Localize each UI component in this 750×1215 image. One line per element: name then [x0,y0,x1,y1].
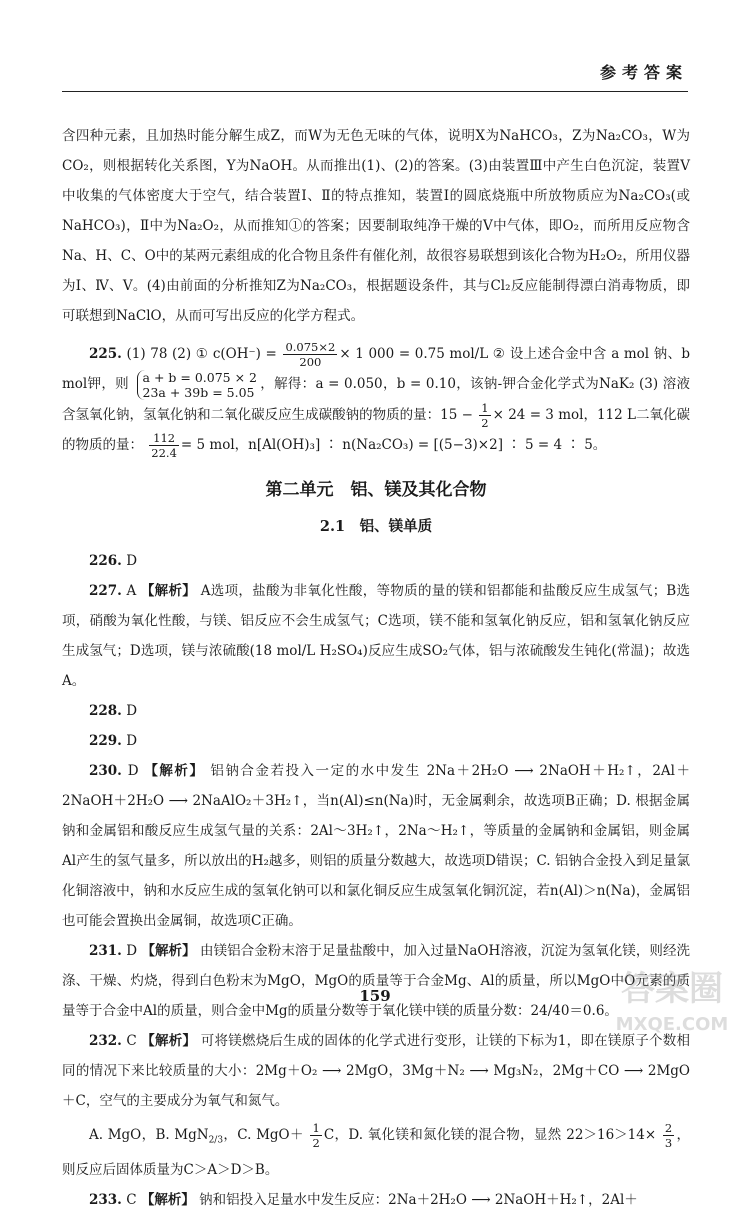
q227-paragraph [62,576,690,696]
q231-number: 231. [89,942,122,959]
q232-number: 232. [89,1032,122,1049]
q225-number: 225. [89,346,122,362]
q232-subscript-fraction: 2/3 [208,1135,224,1146]
watermark-logo [602,958,742,1038]
unit-title: 第二单元 铝、镁及其化合物 [265,479,487,500]
equation-line: 23a + 39b = 5.05 [142,384,255,400]
q225-text-2: × 1 000 = 0.75 mol/L ② 设上述合金中含 a mol 钠、b mol钾，则 [62,346,691,392]
q229-answer: D [126,732,138,749]
q232-option-a-b: A. MgO，B. MgN [89,1126,209,1143]
analysis-tag: 【解析】 [141,1032,197,1049]
intro-paragraph: 含四种元素，且加热时能分解生成Z，而W为无色无味的气体，说明X为NaHCO₃，Z为Na₂CO₃，W为CO₂，则根据转化关系图，Y为NaOH。从而推出(1)、(2)的答案。(3)由装置Ⅲ中产生白色沉淀，装置Ⅴ中收集的气体密度大于空气，结合装置Ⅰ、Ⅱ的特点推知，装置Ⅰ的圆底烧瓶中所放物质应为Na₂CO₃(或NaHCO₃)，Ⅱ中为Na₂O₂，从而推知①的答案；因要制取纯净干燥的Ⅴ中气体，即O₂，而所用反应物含Na、H、C、O中的某两元素组成的化合物且条件有催化剂，故很容易联想到该化合物为H₂O₂，所用仪器为Ⅰ、Ⅳ、Ⅴ。(4)由前面的分析推知Z为Na₂CO₃，根据题设条件，其与Cl₂反应能制得漂白消毒物质，即可联想到NaClO，从而可写出反应的化学方程式。 [62,128,690,324]
q231-paragraph [62,936,690,1026]
q225-text-4: × 24 = 3 mol，112 L二氧化碳的物质的量： [62,406,691,453]
analysis-tag: 【解析】 [144,762,205,779]
frac-denominator: 22.4 [151,445,177,460]
frac-numerator: 0.075×2 [285,340,336,354]
q227-text: A选项，盐酸为非氧化性酸，等物质的量的镁和铝都能和盐酸反应生成氢气；B选项，硝酸为氧化性酸，与镁、铝反应不会生成氢气；C选项，镁不能和氢氧化钠反应，铝和氢氧化钠反应生成氢气；D选项，镁与浓硫酸(18 mol/L H₂SO₄)反应生成SO₂气体，铝与浓硫酸发生钝化(常温)；故选A。 [62,582,690,689]
q233-answer: C [126,1192,137,1209]
q232-options-line [62,1120,690,1186]
q229-line [62,726,690,756]
analysis-tag: 【解析】 [141,942,196,959]
page-number: 159 [359,987,391,1005]
q232-answer: C [126,1032,137,1049]
q226-number: 226. [89,552,122,569]
q225-fraction-2 [479,401,490,430]
watermark-text-main: 答案圈 [621,969,723,1009]
q225-equation-system [137,370,257,400]
running-header: 参考答案 [599,63,688,82]
frac-numerator: 1 [312,1120,320,1135]
q225-fraction-3 [149,431,179,460]
analysis-tag: 【解析】 [140,582,197,599]
q232-paragraph [62,1026,690,1116]
q228-answer: D [126,702,138,719]
frac-numerator: 1 [481,400,489,415]
frac-denominator: 2 [481,415,489,430]
q227-answer: A [126,582,137,599]
frac-denominator: 200 [299,355,322,369]
q233-number: 233. [89,1192,122,1209]
q230-answer: D [127,762,139,779]
q232-option-d: C，D. 氧化镁和氮化镁的混合物，显然 22＞16＞14× [323,1126,657,1143]
q225-paragraph [62,339,690,460]
q232-fraction-two-thirds [663,1121,674,1150]
q233-text: 钠和铝投入足量水中发生反应：2Na＋2H₂O ⟶ 2NaOH＋H₂↑，2Al＋ [199,1192,638,1209]
section-title: 2.1 铝、镁单质 [319,517,433,535]
q231-answer: D [126,942,138,959]
q233-paragraph [62,1185,690,1215]
equation-line: a + b = 0.075 × 2 [142,369,257,385]
q228-line [62,696,690,726]
q230-paragraph [62,756,690,936]
q231-text: 由镁铝合金粉末溶于足量盐酸中，加入过量NaOH溶液，沉淀为氢氧化镁，则经洗涤、干燥、灼烧，得到白色粉末为MgO，MgO的质量等于合金Mg、Al的质量，所以MgO中O元素的质量等于合金中Al的质量，则合金中Mg的质量分数等于氧化镁中镁的质量分数：24/40＝0.6。 [62,942,691,1019]
q225-fraction-1 [283,340,337,369]
frac-denominator: 3 [664,1135,673,1150]
q230-number: 230. [89,762,122,779]
q227-number: 227. [89,582,122,599]
analysis-tag: 【解析】 [140,1192,195,1209]
q230-text: 铝钠合金若投入一定的水中发生 2Na＋2H₂O ⟶ 2NaOH＋H₂↑，2Al＋2NaOH＋2H₂O ⟶ 2NaAlO₂＋3H₂↑，当n(Al)≤n(Na)时，无金属剩余，故选项B正确；D. 根据金属钠和金属铝和酸反应生成氢气量的关系：2Al～3H₂↑，2Na～H₂↑，等质量的金属钠和金属铝，则金属Al产生的氢气量多，所以放出的H₂越多，则铝的质量分数越大，故选项D错误；C. 铝钠合金投入到足量氯化铜溶液中，钠和水反应生成的氢氧化钠可以和氯化铜反应生成氢氧化铜沉淀，若n(Al)＞n(Na)，金属铝也可能会置换出金属铜，故选项C正确。 [62,762,691,929]
frac-numerator: 2 [664,1120,673,1135]
q232-conclusion: ，则反应后固体质量为C＞A＞D＞B。 [62,1126,690,1179]
answer-body [62,121,690,1215]
q225-text-3: ，解得：a = 0.050，b = 0.10，该钠-钾合金化学式为NaK₂ (3) 溶液含氢氧化钠，氢氧化钠和二氧化碳反应生成碳酸钠的物质的量：15 − [62,376,690,423]
q232-fraction-half [310,1121,321,1150]
q225-text-5: = 5 mol，n[Al(OH)₃] ∶ n(Na₂CO₃) = [(5−3)×2] ∶ 5 = 4 ∶ 5。 [180,436,607,453]
frac-numerator: 112 [149,431,179,446]
q228-number: 228. [89,702,122,719]
q232-option-c: ，C. MgO＋ [223,1126,304,1143]
header-rule [62,91,688,92]
q226-line [62,546,690,576]
watermark-text-url: MXQE.COM [615,1014,729,1035]
q226-answer: D [126,552,138,569]
q232-text: 可将镁燃烧后生成的固体的化学式进行变形，让镁的下标为1，即在镁原子个数相同的情况下来比较质量的大小：2Mg＋O₂ ⟶ 2MgO，3Mg＋N₂ ⟶ Mg₃N₂，2Mg＋CO ⟶ 2MgO＋C，空气的主要成分为氧气和氮气。 [62,1032,691,1109]
q225-text-1: (1) 78 (2) ① c(OH⁻) = [126,346,277,362]
q229-number: 229. [89,732,122,749]
frac-denominator: 2 [312,1135,320,1150]
